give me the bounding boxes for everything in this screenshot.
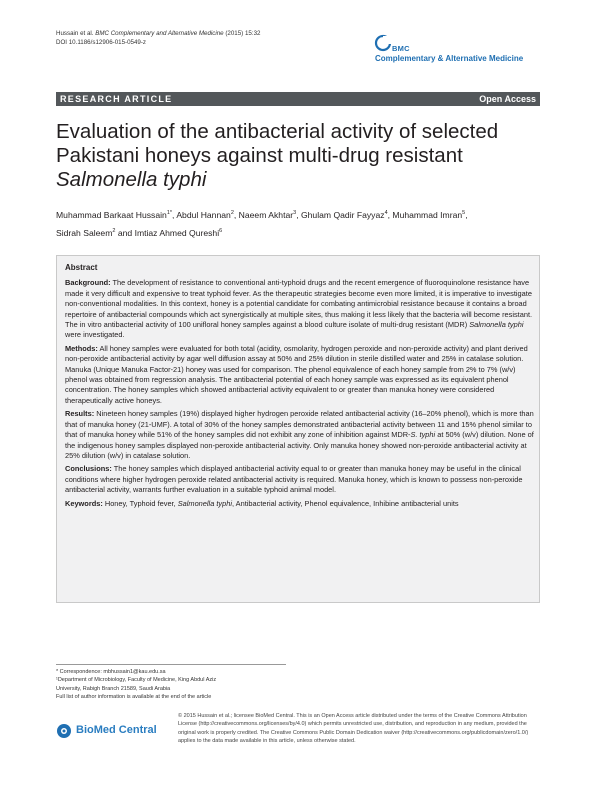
copyright-license: © 2015 Hussain et al.; licensee BioMed Central. This is an Open Access article distributed under the terms of the Creative Commons Attribution License (http://creativecommons.org/licenses/by/4.0) which permits unrestricted use, distribution, and reproduction in any medium, provided the original work is properly credited. The Creative Commons Public Domain Dedication waiver (http://creativecommons.org/publicdomain/zero/1.0/) applies to the data made available in this article, unless otherwise stated. (178, 713, 529, 745)
doi-link[interactable]: DOI 10.1186/s12906-015-0549-z (56, 39, 147, 46)
logo-journal-name: Complementary & Alternative Medicine (375, 54, 524, 63)
author-affiliation: 1* (166, 210, 173, 216)
biomed-central-logo[interactable] (56, 722, 176, 742)
background-italic: Salmonella typhi (469, 320, 524, 330)
conclusions-label: Conclusions: (65, 464, 112, 474)
citation-authors: Hussain et al. (56, 30, 94, 37)
logo-bmc-text: BMC (392, 44, 410, 53)
title-line-1: Evaluation of the antibacterial activity of selected (56, 120, 499, 143)
keywords-label: Keywords: (65, 498, 103, 508)
abstract-keywords (65, 499, 535, 509)
keywords-italic: Salmonella typhi (177, 498, 232, 508)
results-label: Results: (65, 409, 95, 419)
results-text: Nineteen honey samples (19%) displayed higher hydrogen peroxide related antibacterial activity (16–20% phenol), which is more than that of manuka honey (21-UMF). A total of 30% of the honey samples demonstrated antibacterial activity between 11 and 15% phenol similar to that of manuka honey while 51% of the honey samples did not exhibit any zone of inhibition against MDR- (65, 409, 534, 440)
logo-central: Central (115, 724, 157, 736)
article-type-banner (56, 92, 540, 106)
keywords-text-end: , Antibacterial activity, Phenol equivalence, Inhibine antibacterial units (231, 498, 459, 508)
author-affiliation: 4 (384, 210, 388, 216)
methods-text: All honey samples were evaluated for both total (acidity, osmolarity, hydrogen peroxide and non-peroxide activity) and plant derived non-peroxide antibacterial activity by agar well diffusion assay at 50% and 25% dilution in sterile distilled water and 25% in catalase solution. Manuka (Unique Manuka Factor-21) honey was used for comparison. The phenol equivalence of each honey sample from 2% to 7% (w/v) phenol was obtained from regression analysis. The antibacterial potential of each honey sample was expressed as its equivalent phenol concentration. The honey samples which showed antibacterial activity equivalent to or greater than manuka honey were considered therapeutically active honeys. (65, 343, 528, 405)
title-line-2: Pakistani honeys against multi-drug resistant (56, 144, 463, 167)
citation-year-volume: (2015) 15:32 (225, 30, 261, 37)
biomed-central-icon (56, 723, 72, 739)
conclusions-text: The honey samples which displayed antibacterial activity equal to or greater than manuka honey may be useful in the clinical conditions where higher hydrogen peroxide related antibacterial activity is required. Manuka honey, which is known to possess non-peroxide antibacterial activity, warrants further evaluation in a suitable typhoid animal model. (65, 464, 523, 495)
author-affiliation: 5 (462, 210, 466, 216)
results-italic: S. typhi (410, 430, 436, 440)
affiliation-line: University, Rabigh Branch 21589, Saudi Arabia (56, 685, 171, 692)
background-label: Background: (65, 278, 111, 288)
abstract-box (56, 255, 540, 603)
article-type-label: RESEARCH ARTICLE (60, 94, 173, 104)
author-affiliation: 2 (112, 227, 116, 234)
author-affiliation: 2 (230, 210, 234, 216)
authors-and: and (117, 227, 133, 238)
citation-header (56, 29, 356, 47)
author-name[interactable]: Muhammad Barkaat Hussain (56, 209, 167, 220)
bmc-logo-icon (374, 34, 392, 52)
open-access-label: Open Access (479, 94, 536, 104)
abstract-methods (65, 344, 535, 406)
abstract-conclusions (65, 464, 535, 495)
results-text-end: at 50% (w/v) dilution. None of the indigenous honey samples displayed non-peroxide antibacterial activity. Only manuka honey showed non-peroxide antibacterial activity at 25% dilution (w/v) in catalase solution. (65, 430, 534, 460)
footnotes (56, 664, 286, 702)
abstract-heading: Abstract (65, 263, 98, 272)
author-name[interactable]: Ghulam Qadir Fayyaz (300, 209, 385, 220)
author-affiliation: 6 (219, 227, 223, 234)
logo-biomed: BioMed (76, 724, 116, 736)
citation-journal: BMC Complementary and Alternative Medicine (95, 30, 224, 37)
keywords-text: Honey, Typhoid fever, (104, 498, 176, 508)
author-affiliation: 3 (293, 210, 297, 216)
affiliation-line: ¹Department of Microbiology, Faculty of Medicine, King Abdul Aziz (56, 677, 217, 684)
background-text: The development of resistance to conventional anti-typhoid drugs and the recent emergence of fluoroquinolone resistance have made it very difficult and expensive to treat typhoid fever. As the therapeutic strategies become even more limited, it is imperative to investigate non-conventional modalities. In this context, honey is a potential candidate for combating antimicrobial resistance because it contains a broad repertoire of antibacterial compounds which act synergistically at multiple sites, thus making it less likely that the bacteria will become resistant. The in vitro antibacterial activity of 100 unifloral honey samples against a blood culture isolate of multi-drug resistant (MDR) (65, 278, 533, 330)
author-name[interactable]: Naeem Akhtar (238, 209, 294, 220)
methods-label: Methods: (65, 343, 98, 353)
biomed-central-text (76, 724, 157, 736)
journal-logo[interactable] (374, 30, 544, 66)
abstract-content (65, 263, 535, 512)
author-name[interactable]: Sidrah Saleem (56, 227, 113, 238)
correspondence-email[interactable]: * Correspondence: mbhussain1@kau.edu.sa (56, 669, 166, 675)
abstract-results (65, 409, 535, 461)
citation-line (56, 29, 356, 38)
article-title (56, 120, 540, 192)
title-line-3: Salmonella typhi (56, 168, 207, 191)
abstract-background (65, 278, 535, 340)
background-text-end: were investigated. (65, 330, 125, 340)
author-info-note: Full list of author information is available at the end of the article (56, 694, 212, 701)
author-list: Muhammad Barkaat Hussain$^{1*}$, Abdul Hannan$^2$, Naeem Akhtar$^3$, Ghulam Qadir Fayyaz$^4$, Muhammad Imran$^5$, Sidrah Saleem$^2$ and Imtiaz Ahmed Qureshi$^6$ (56, 209, 468, 238)
author-name[interactable]: Imtiaz Ahmed Qureshi (134, 227, 220, 238)
author-name[interactable]: Abdul Hannan (176, 209, 231, 220)
author-name[interactable]: Muhammad Imran (392, 209, 463, 220)
